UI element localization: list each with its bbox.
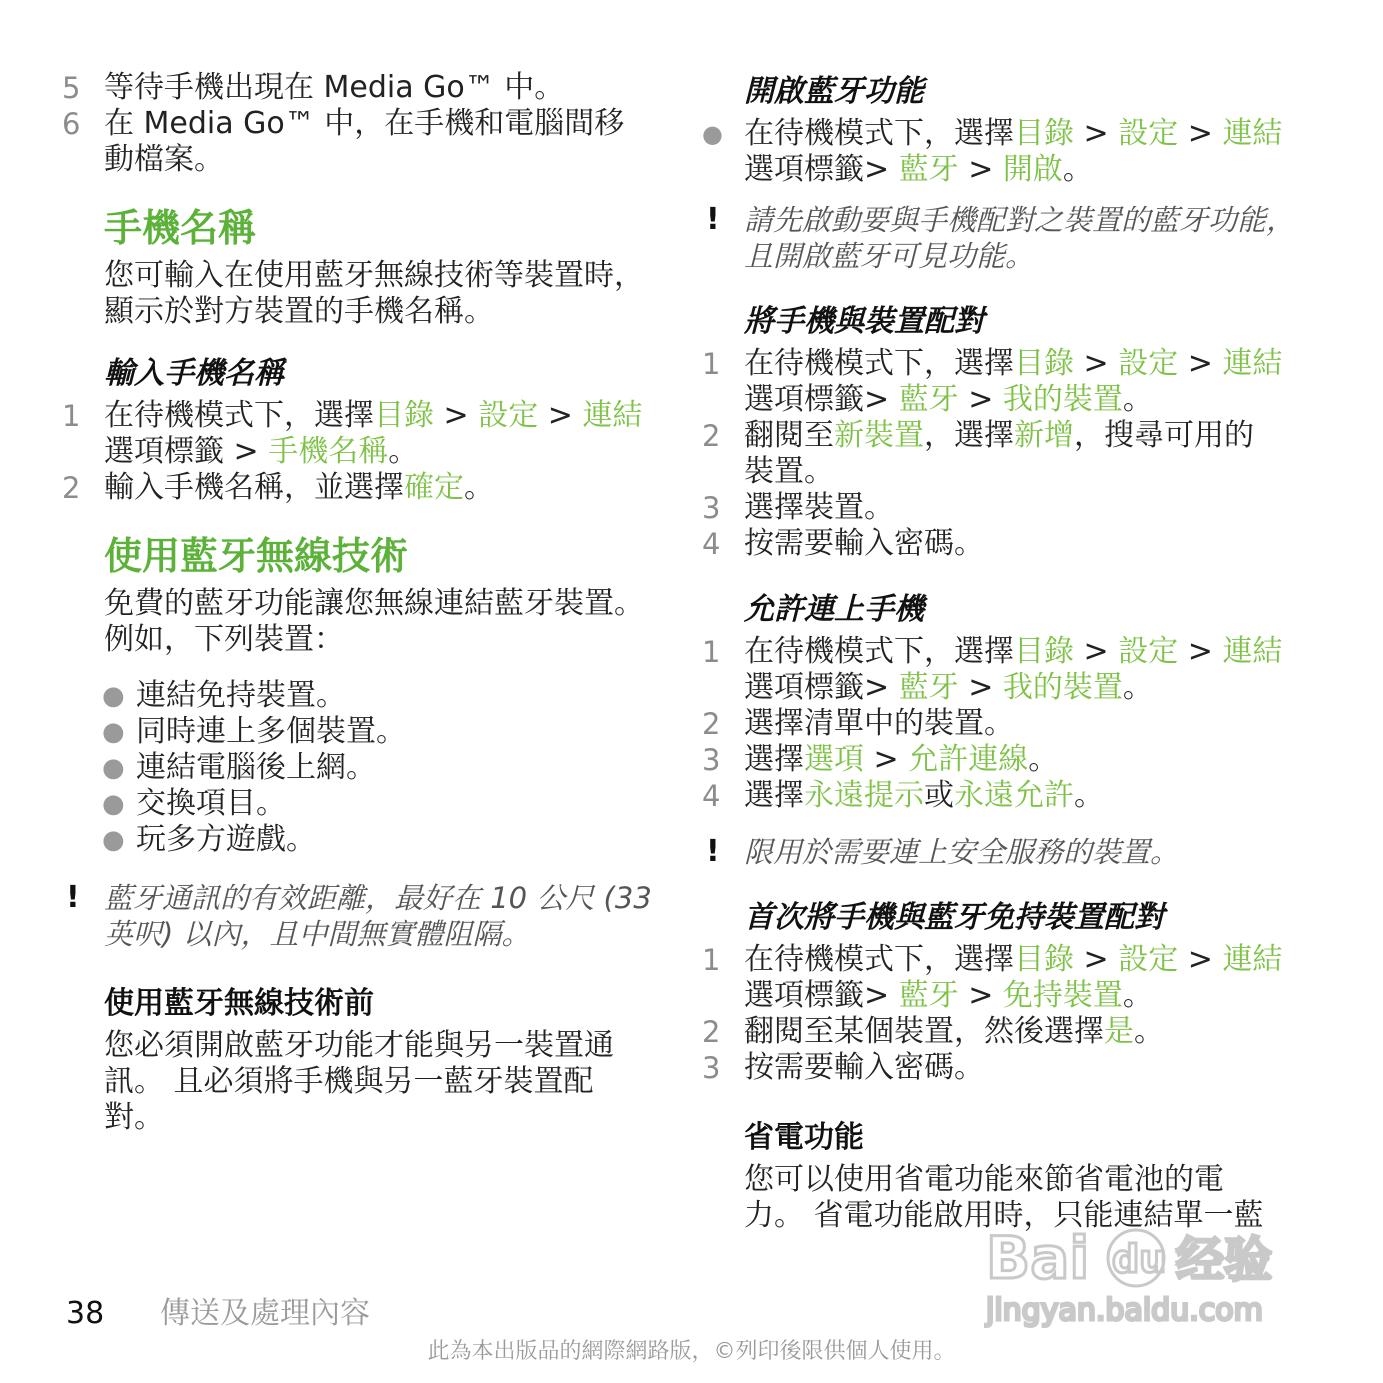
paragraph-line: 力。 省電功能啟用時，只能連結單一藍 [744,1198,1264,1233]
step-number: 2 [702,707,721,741]
step-6 [62,106,674,178]
step-text: 按需要輸入密碼。 [744,526,984,561]
bullet-icon: ● [102,681,125,711]
step-3 [702,1050,1342,1086]
paragraph-line: 對。 [104,1100,164,1135]
paragraph-line: 訊。 且必須將手機與另一藍牙裝置配 [104,1064,594,1099]
menu-link-yes: 是 [1104,1014,1134,1049]
note-text: 請先啟動要與手機配對之裝置的藍牙功能， [744,203,1296,237]
step-4 [702,526,1342,562]
paragraph-line: 您可輸入在使用藍牙無線技術等裝置時， [104,258,644,293]
list-item [102,678,674,714]
step-text: 選擇裝置。 [744,490,894,525]
step-2 [62,470,674,506]
paragraph-line: 您可以使用省電功能來節省電池的電 [744,1162,1224,1197]
bullet-icon: ● [102,753,125,783]
step-text: 選項標籤> 藍牙 > 免持裝置。 [744,978,1153,1013]
subheading-turn-on-bluetooth: 開啟藍牙功能 [744,74,924,109]
menu-link-bluetooth: 藍牙 [898,670,959,705]
step-text: 在待機模式下，選擇目錄 > 設定 > 連結 [744,116,1283,151]
bullet-list [62,678,674,858]
menu-link-connectivity: 連結 [1222,942,1283,977]
subheading-allow-connection: 允許連上手機 [744,592,924,627]
menu-link-connectivity: 連結 [1222,346,1283,381]
subheading-power-save: 省電功能 [744,1120,864,1155]
step-number: 3 [702,491,721,525]
step-2 [702,418,1342,490]
watermark-cn: 经验 [1176,1232,1273,1288]
baidu-watermark-logo [984,1218,1304,1328]
menu-link-options: 選項 [804,742,864,777]
menu-link-settings: 設定 [1118,346,1179,381]
left-column [62,70,674,1136]
step-number: 2 [702,1015,721,1049]
step-number: 4 [702,527,721,561]
step-text: 翻閱至新裝置，選擇新增，搜尋可用的 [744,418,1254,453]
list-item [102,786,674,822]
list-item [102,714,674,750]
step-text: 在待機模式下，選擇目錄 > 設定 > 連結 [744,346,1283,381]
step-text: 在待機模式下，選擇目錄 > 設定 > 連結 [744,942,1283,977]
step-text: 動檔案。 [104,142,224,177]
step-text: 等待手機出現在 Media Go™ 中。 [104,70,565,105]
step-1 [62,398,674,470]
step-1 [702,634,1342,706]
list-item-text: 連結電腦後上網。 [136,750,376,785]
step-text: 在 Media Go™ 中，在手機和電腦間移 [104,106,625,141]
step-text: 選擇永遠提示或永遠允許。 [744,778,1104,813]
step-text: 裝置。 [744,454,834,489]
watermark-du: du [1112,1237,1167,1281]
step-text: 選項標籤 > 手機名稱。 [104,434,419,469]
list-item-text: 玩多方遊戲。 [136,822,316,857]
step-number: 1 [62,399,81,433]
step-number: 6 [62,107,81,141]
menu-link-settings: 設定 [1118,634,1179,669]
paragraph [62,258,674,330]
menu-link-connectivity: 連結 [582,398,643,433]
step-3 [702,490,1342,526]
menu-link-turn-on: 開啟 [1002,152,1063,187]
warning-icon: ! [706,834,720,869]
step-text: 選項標籤> 藍牙 > 我的裝置。 [744,382,1153,417]
step-number: 1 [702,347,721,381]
bullet-step [702,116,1342,188]
menu-link-settings: 設定 [1118,942,1179,977]
paragraph-line: 免費的藍牙功能讓您無線連結藍牙裝置。 [104,586,644,621]
step-text: 選項標籤> 藍牙 > 開啟。 [744,152,1093,187]
step-text: 按需要輸入密碼。 [744,1050,984,1085]
warning-icon: ! [66,880,80,915]
menu-link-settings: 設定 [1118,116,1179,151]
menu-link-add: 新增 [1014,418,1074,453]
warning-icon: ! [706,202,720,237]
step-3 [702,742,1342,778]
note-pairing [702,202,1342,274]
note-text: 英呎) 以內，且中間無實體阻隔。 [104,917,531,951]
menu-link-settings: 設定 [478,398,539,433]
step-text: 輸入手機名稱，並選擇確定。 [104,470,494,505]
menu-link-new-device: 新裝置 [834,418,924,453]
step-number: 2 [62,471,81,505]
step-text: 翻閱至某個裝置，然後選擇是。 [744,1014,1164,1049]
bullet-icon: ● [102,717,125,747]
menu-link-connectivity: 連結 [1222,634,1283,669]
menu-link-menu: 目錄 [1014,634,1074,669]
step-text: 在待機模式下，選擇目錄 > 設定 > 連結 [744,634,1283,669]
right-column [702,70,1342,1234]
subheading-enter-phone-name: 輸入手機名稱 [104,356,284,391]
step-4 [702,778,1342,814]
menu-link-bluetooth: 藍牙 [898,152,959,187]
menu-link-always-ask: 永遠提示 [804,778,924,813]
list-item-text: 連結免持裝置。 [136,678,346,713]
menu-link-connectivity: 連結 [1222,116,1283,151]
step-1 [702,346,1342,418]
step-text: 選擇清單中的裝置。 [744,706,1014,741]
paragraph [62,1028,674,1136]
menu-link-bluetooth: 藍牙 [898,382,959,417]
page-number: 38 [66,1296,105,1331]
paragraph-line: 顯示於對方裝置的手機名稱。 [104,294,494,329]
step-2 [702,706,1342,742]
step-number: 1 [702,943,721,977]
menu-link-menu: 目錄 [1014,346,1074,381]
menu-link-phone-name: 手機名稱 [268,434,389,469]
subheading-pair-device: 將手機與裝置配對 [744,304,984,339]
note-range [62,880,674,952]
list-item-text: 同時連上多個裝置。 [136,714,406,749]
note-text: 且開啟藍牙可見功能。 [744,239,1035,273]
step-number: 3 [702,1051,721,1085]
list-item [102,822,674,858]
bullet-icon: ● [702,120,723,148]
step-number: 2 [702,419,721,453]
section-title-bluetooth: 使用藍牙無線技術 [104,534,409,578]
step-2 [702,1014,1342,1050]
step-number: 5 [62,71,81,105]
bullet-icon: ● [102,789,125,819]
list-item [102,750,674,786]
subheading-handsfree-pairing: 首次將手機與藍牙免持裝置配對 [744,900,1164,935]
menu-link-my-devices: 我的裝置 [1002,382,1123,417]
bullet-icon: ● [102,825,125,855]
subheading-before-bluetooth: 使用藍牙無線技術前 [104,986,374,1021]
step-number: 3 [702,743,721,777]
paragraph-line: 您必須開啟藍牙功能才能與另一裝置通 [104,1028,614,1063]
step-1 [702,942,1342,1014]
note-text: 藍牙通訊的有效距離，最好在 10 公尺 (33 [104,881,652,915]
chapter-title: 傳送及處理內容 [160,1296,370,1331]
copyright-note: 此為本出版品的網際網路版，©列印後限供個人使用。 [427,1339,956,1364]
step-5 [62,70,674,106]
step-text: 在待機模式下，選擇目錄 > 設定 > 連結 [104,398,643,433]
step-text: 選項標籤> 藍牙 > 我的裝置。 [744,670,1153,705]
menu-link-menu: 目錄 [1014,116,1074,151]
menu-link-always-allow: 永遠允許 [954,778,1074,813]
paragraph [62,586,674,658]
menu-link-menu: 目錄 [374,398,434,433]
menu-link-menu: 目錄 [1014,942,1074,977]
note-text: 限用於需要連上安全服務的裝置。 [744,835,1180,869]
watermark-url: jingyan.baidu.com [986,1293,1263,1328]
menu-link-handsfree: 免持裝置 [1002,978,1123,1013]
watermark-brand: Bai [986,1224,1090,1292]
step-text: 選擇選項 > 允許連線。 [744,742,1059,777]
step-number: 4 [702,779,721,813]
menu-link-ok: 確定 [404,470,464,505]
menu-link-bluetooth: 藍牙 [898,978,959,1013]
step-number: 1 [702,635,721,669]
paragraph-line: 例如，下列裝置： [104,622,344,657]
section-title-phone-name: 手機名稱 [104,206,257,250]
menu-link-my-devices: 我的裝置 [1002,670,1123,705]
note-secure [702,834,1342,870]
list-item-text: 交換項目。 [136,786,286,821]
menu-link-allow-connection: 允許連線 [908,742,1029,777]
